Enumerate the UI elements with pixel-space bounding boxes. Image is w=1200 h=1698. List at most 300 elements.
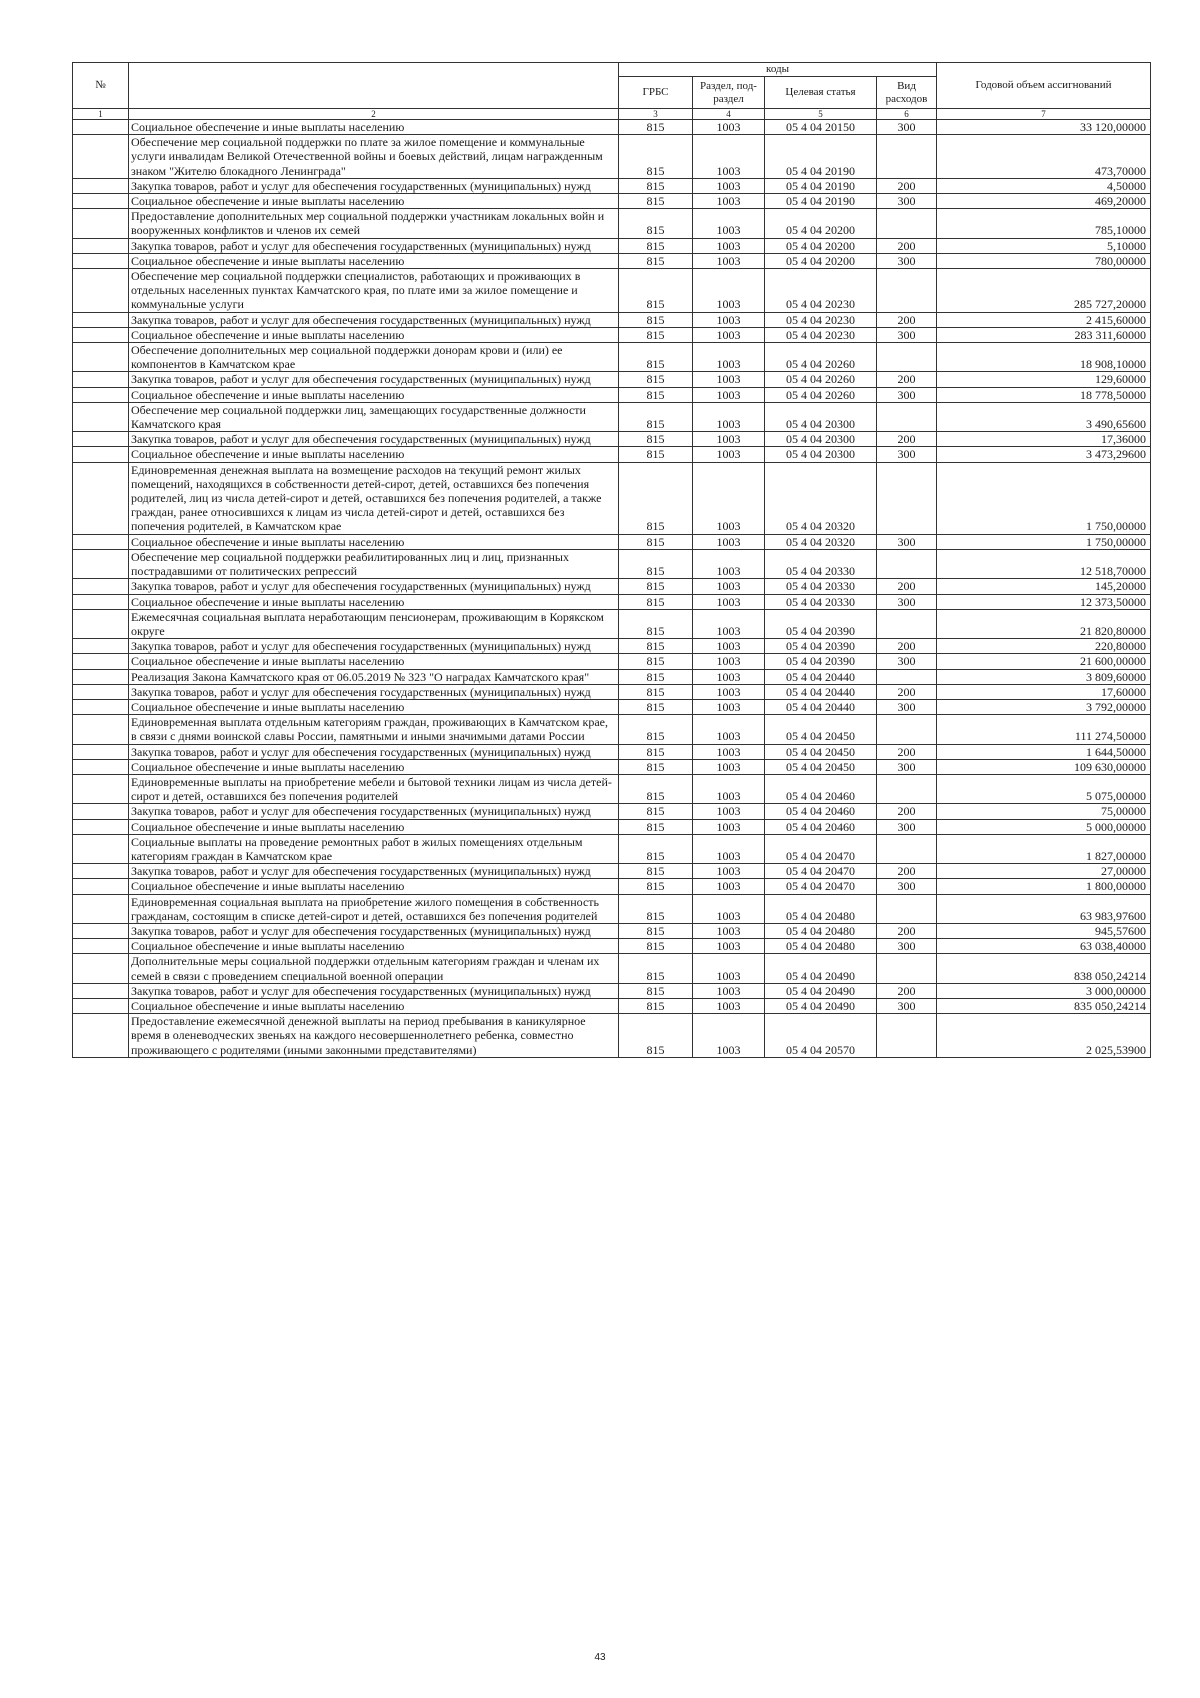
row-name: Единовременная денежная выплата на возмещение расходов на текущий ремонт жилых помещений, находящихся в собственности детей-сирот, детей, оставшихся без попечения родителей, лиц из числа детей-сирот и детей, оставшихся без попечения родителей, а также граждан, ранее относившихся к лицам из числа детей-сирот и детей, оставшихся без попечения родителей, в Камчатском крае bbox=[129, 462, 619, 534]
row-number-cell bbox=[73, 387, 129, 402]
row-grbs: 815 bbox=[619, 834, 693, 863]
row-expense-type bbox=[877, 269, 937, 313]
header-target: Целевая статья bbox=[765, 77, 877, 109]
row-number-cell bbox=[73, 639, 129, 654]
table-row bbox=[73, 774, 1151, 803]
row-number-cell bbox=[73, 209, 129, 238]
row-amount: 12 373,50000 bbox=[937, 594, 1151, 609]
row-number-cell bbox=[73, 238, 129, 253]
table-row bbox=[73, 178, 1151, 193]
row-number-cell bbox=[73, 879, 129, 894]
row-expense-type: 200 bbox=[877, 639, 937, 654]
row-section: 1003 bbox=[693, 699, 765, 714]
row-number-cell bbox=[73, 312, 129, 327]
row-expense-type: 300 bbox=[877, 447, 937, 462]
row-number-cell bbox=[73, 447, 129, 462]
row-section: 1003 bbox=[693, 372, 765, 387]
row-grbs: 815 bbox=[619, 864, 693, 879]
row-grbs: 815 bbox=[619, 343, 693, 372]
table-row bbox=[73, 269, 1151, 313]
row-name: Социальное обеспечение и иные выплаты населению bbox=[129, 534, 619, 549]
row-target: 05 4 04 20330 bbox=[765, 549, 877, 578]
row-target: 05 4 04 20300 bbox=[765, 432, 877, 447]
row-section: 1003 bbox=[693, 402, 765, 431]
row-grbs: 815 bbox=[619, 432, 693, 447]
table-row bbox=[73, 609, 1151, 638]
row-section: 1003 bbox=[693, 669, 765, 684]
row-grbs: 815 bbox=[619, 238, 693, 253]
row-section: 1003 bbox=[693, 120, 765, 135]
row-grbs: 815 bbox=[619, 819, 693, 834]
row-target: 05 4 04 20440 bbox=[765, 684, 877, 699]
row-amount: 3 490,65600 bbox=[937, 402, 1151, 431]
row-target: 05 4 04 20330 bbox=[765, 594, 877, 609]
row-number-cell bbox=[73, 120, 129, 135]
row-target: 05 4 04 20440 bbox=[765, 699, 877, 714]
row-target: 05 4 04 20260 bbox=[765, 387, 877, 402]
row-grbs: 815 bbox=[619, 1014, 693, 1058]
row-section: 1003 bbox=[693, 879, 765, 894]
row-expense-type: 200 bbox=[877, 684, 937, 699]
row-target: 05 4 04 20470 bbox=[765, 864, 877, 879]
row-amount: 285 727,20000 bbox=[937, 269, 1151, 313]
row-section: 1003 bbox=[693, 447, 765, 462]
page-number: 43 bbox=[594, 1652, 606, 1663]
col-number: 1 bbox=[73, 109, 129, 120]
row-expense-type bbox=[877, 209, 937, 238]
row-name: Ежемесячная социальная выплата неработающим пенсионерам, проживающим в Корякском округе bbox=[129, 609, 619, 638]
row-target: 05 4 04 20260 bbox=[765, 372, 877, 387]
row-expense-type: 300 bbox=[877, 998, 937, 1013]
row-expense-type: 200 bbox=[877, 983, 937, 998]
row-amount: 63 038,40000 bbox=[937, 939, 1151, 954]
row-target: 05 4 04 20480 bbox=[765, 939, 877, 954]
row-grbs: 815 bbox=[619, 654, 693, 669]
row-section: 1003 bbox=[693, 954, 765, 983]
row-amount: 3 000,00000 bbox=[937, 983, 1151, 998]
header-codes: коды bbox=[619, 63, 937, 77]
row-grbs: 815 bbox=[619, 120, 693, 135]
row-target: 05 4 04 20300 bbox=[765, 447, 877, 462]
row-grbs: 815 bbox=[619, 462, 693, 534]
row-grbs: 815 bbox=[619, 879, 693, 894]
row-expense-type bbox=[877, 343, 937, 372]
row-name: Социальное обеспечение и иные выплаты населению bbox=[129, 998, 619, 1013]
row-target: 05 4 04 20440 bbox=[765, 669, 877, 684]
row-name: Закупка товаров, работ и услуг для обеспечения государственных (муниципальных) нужд bbox=[129, 744, 619, 759]
row-grbs: 815 bbox=[619, 699, 693, 714]
row-expense-type: 300 bbox=[877, 534, 937, 549]
row-expense-type: 300 bbox=[877, 699, 937, 714]
row-section: 1003 bbox=[693, 178, 765, 193]
row-name: Социальное обеспечение и иные выплаты населению bbox=[129, 699, 619, 714]
row-amount: 63 983,97600 bbox=[937, 894, 1151, 923]
row-target: 05 4 04 20460 bbox=[765, 774, 877, 803]
row-name: Обеспечение мер социальной поддержки лиц, замещающих государственные должности Камчатского края bbox=[129, 402, 619, 431]
row-name: Обеспечение мер социальной поддержки реабилитированных лиц и лиц, признанных пострадавшими от политических репрессий bbox=[129, 549, 619, 578]
row-expense-type: 300 bbox=[877, 879, 937, 894]
row-amount: 473,70000 bbox=[937, 135, 1151, 179]
row-amount: 2 025,53900 bbox=[937, 1014, 1151, 1058]
col-number: 7 bbox=[937, 109, 1151, 120]
table-row bbox=[73, 715, 1151, 744]
row-number-cell bbox=[73, 549, 129, 578]
table-row bbox=[73, 744, 1151, 759]
row-target: 05 4 04 20450 bbox=[765, 759, 877, 774]
row-target: 05 4 04 20490 bbox=[765, 983, 877, 998]
table-row bbox=[73, 819, 1151, 834]
table-row bbox=[73, 939, 1151, 954]
row-amount: 3 792,00000 bbox=[937, 699, 1151, 714]
row-target: 05 4 04 20390 bbox=[765, 609, 877, 638]
row-section: 1003 bbox=[693, 594, 765, 609]
row-expense-type: 300 bbox=[877, 594, 937, 609]
row-grbs: 815 bbox=[619, 372, 693, 387]
row-amount: 3 809,60000 bbox=[937, 669, 1151, 684]
row-target: 05 4 04 20470 bbox=[765, 879, 877, 894]
row-amount: 945,57600 bbox=[937, 923, 1151, 938]
col-number: 2 bbox=[129, 109, 619, 120]
row-name: Социальное обеспечение и иные выплаты населению bbox=[129, 327, 619, 342]
row-number-cell bbox=[73, 432, 129, 447]
row-amount: 838 050,24214 bbox=[937, 954, 1151, 983]
row-section: 1003 bbox=[693, 759, 765, 774]
row-section: 1003 bbox=[693, 834, 765, 863]
row-number-cell bbox=[73, 178, 129, 193]
table-row bbox=[73, 923, 1151, 938]
table-row bbox=[73, 1014, 1151, 1058]
row-name: Закупка товаров, работ и услуг для обеспечения государственных (муниципальных) нужд bbox=[129, 238, 619, 253]
row-section: 1003 bbox=[693, 269, 765, 313]
row-target: 05 4 04 20390 bbox=[765, 654, 877, 669]
row-grbs: 815 bbox=[619, 684, 693, 699]
row-grbs: 815 bbox=[619, 954, 693, 983]
row-amount: 3 473,29600 bbox=[937, 447, 1151, 462]
row-grbs: 815 bbox=[619, 327, 693, 342]
row-grbs: 815 bbox=[619, 894, 693, 923]
table-row bbox=[73, 894, 1151, 923]
row-grbs: 815 bbox=[619, 549, 693, 578]
row-expense-type bbox=[877, 894, 937, 923]
row-grbs: 815 bbox=[619, 135, 693, 179]
row-number-cell bbox=[73, 954, 129, 983]
row-amount: 220,80000 bbox=[937, 639, 1151, 654]
table-row bbox=[73, 135, 1151, 179]
row-name: Социальное обеспечение и иные выплаты населению bbox=[129, 447, 619, 462]
table-row bbox=[73, 699, 1151, 714]
row-name: Социальное обеспечение и иные выплаты населению bbox=[129, 759, 619, 774]
row-grbs: 815 bbox=[619, 594, 693, 609]
row-expense-type bbox=[877, 135, 937, 179]
row-number-cell bbox=[73, 983, 129, 998]
col-number: 4 bbox=[693, 109, 765, 120]
row-name: Предоставление дополнительных мер социальной поддержки участникам локальных войн и вооруженных конфликтов и членов их семей bbox=[129, 209, 619, 238]
row-amount: 129,60000 bbox=[937, 372, 1151, 387]
row-expense-type bbox=[877, 954, 937, 983]
row-name: Закупка товаров, работ и услуг для обеспечения государственных (муниципальных) нужд bbox=[129, 432, 619, 447]
row-amount: 75,00000 bbox=[937, 804, 1151, 819]
row-number-cell bbox=[73, 923, 129, 938]
row-number-cell bbox=[73, 402, 129, 431]
row-number-cell bbox=[73, 609, 129, 638]
row-section: 1003 bbox=[693, 238, 765, 253]
row-amount: 27,00000 bbox=[937, 864, 1151, 879]
table-row bbox=[73, 669, 1151, 684]
row-section: 1003 bbox=[693, 864, 765, 879]
row-grbs: 815 bbox=[619, 209, 693, 238]
row-expense-type: 300 bbox=[877, 939, 937, 954]
row-expense-type: 300 bbox=[877, 253, 937, 268]
row-number-cell bbox=[73, 774, 129, 803]
row-name: Социальное обеспечение и иные выплаты населению bbox=[129, 387, 619, 402]
row-section: 1003 bbox=[693, 939, 765, 954]
row-target: 05 4 04 20190 bbox=[765, 194, 877, 209]
row-name: Обеспечение мер социальной поддержки специалистов, работающих и проживающих в отдельных населенных пунктах Камчатского края, по плате ими за жилое помещение и коммунальные услуги bbox=[129, 269, 619, 313]
row-name: Социальное обеспечение и иные выплаты населению bbox=[129, 879, 619, 894]
row-grbs: 815 bbox=[619, 387, 693, 402]
row-expense-type: 300 bbox=[877, 120, 937, 135]
row-expense-type bbox=[877, 462, 937, 534]
row-name: Закупка товаров, работ и услуг для обеспечения государственных (муниципальных) нужд bbox=[129, 983, 619, 998]
row-expense-type: 300 bbox=[877, 327, 937, 342]
row-target: 05 4 04 20330 bbox=[765, 579, 877, 594]
row-expense-type: 300 bbox=[877, 194, 937, 209]
row-section: 1003 bbox=[693, 579, 765, 594]
table-row bbox=[73, 864, 1151, 879]
table-row bbox=[73, 372, 1151, 387]
row-number-cell bbox=[73, 1014, 129, 1058]
row-name: Единовременная социальная выплата на приобретение жилого помещения в собственность гражданам, состоящим в списке детей-сирот и детей, оставшихся без попечения родителей bbox=[129, 894, 619, 923]
row-number-cell bbox=[73, 864, 129, 879]
row-grbs: 815 bbox=[619, 579, 693, 594]
row-amount: 5,10000 bbox=[937, 238, 1151, 253]
row-section: 1003 bbox=[693, 774, 765, 803]
row-section: 1003 bbox=[693, 194, 765, 209]
budget-table bbox=[72, 62, 1151, 1058]
row-expense-type: 200 bbox=[877, 432, 937, 447]
row-number-cell bbox=[73, 684, 129, 699]
row-number-cell bbox=[73, 343, 129, 372]
row-section: 1003 bbox=[693, 1014, 765, 1058]
row-number-cell bbox=[73, 594, 129, 609]
table-row bbox=[73, 343, 1151, 372]
row-number-cell bbox=[73, 939, 129, 954]
row-grbs: 815 bbox=[619, 269, 693, 313]
row-amount: 780,00000 bbox=[937, 253, 1151, 268]
row-target: 05 4 04 20150 bbox=[765, 120, 877, 135]
table-row bbox=[73, 579, 1151, 594]
row-expense-type: 300 bbox=[877, 387, 937, 402]
row-section: 1003 bbox=[693, 639, 765, 654]
row-number-cell bbox=[73, 894, 129, 923]
row-target: 05 4 04 20460 bbox=[765, 804, 877, 819]
row-number-cell bbox=[73, 819, 129, 834]
row-grbs: 815 bbox=[619, 923, 693, 938]
row-expense-type: 300 bbox=[877, 819, 937, 834]
table-row bbox=[73, 879, 1151, 894]
table-row bbox=[73, 327, 1151, 342]
row-expense-type bbox=[877, 834, 937, 863]
row-target: 05 4 04 20490 bbox=[765, 954, 877, 983]
row-grbs: 815 bbox=[619, 804, 693, 819]
table-row bbox=[73, 834, 1151, 863]
row-grbs: 815 bbox=[619, 715, 693, 744]
row-name: Социальное обеспечение и иные выплаты населению bbox=[129, 939, 619, 954]
row-name: Закупка товаров, работ и услуг для обеспечения государственных (муниципальных) нужд bbox=[129, 178, 619, 193]
row-amount: 21 820,80000 bbox=[937, 609, 1151, 638]
table-row bbox=[73, 253, 1151, 268]
row-target: 05 4 04 20390 bbox=[765, 639, 877, 654]
row-grbs: 815 bbox=[619, 312, 693, 327]
row-name: Социальное обеспечение и иные выплаты населению bbox=[129, 654, 619, 669]
row-section: 1003 bbox=[693, 998, 765, 1013]
row-section: 1003 bbox=[693, 983, 765, 998]
row-amount: 109 630,00000 bbox=[937, 759, 1151, 774]
table-row bbox=[73, 759, 1151, 774]
row-expense-type: 300 bbox=[877, 654, 937, 669]
row-expense-type: 200 bbox=[877, 744, 937, 759]
row-name: Дополнительные меры социальной поддержки отдельным категориям граждан и членам их семей в связи с проведением специальной военной операции bbox=[129, 954, 619, 983]
row-expense-type bbox=[877, 609, 937, 638]
row-section: 1003 bbox=[693, 744, 765, 759]
row-target: 05 4 04 20480 bbox=[765, 894, 877, 923]
row-expense-type: 200 bbox=[877, 372, 937, 387]
row-number-cell bbox=[73, 194, 129, 209]
table-row bbox=[73, 209, 1151, 238]
row-target: 05 4 04 20320 bbox=[765, 534, 877, 549]
row-grbs: 815 bbox=[619, 774, 693, 803]
row-target: 05 4 04 20200 bbox=[765, 209, 877, 238]
row-section: 1003 bbox=[693, 923, 765, 938]
row-grbs: 815 bbox=[619, 639, 693, 654]
table-row bbox=[73, 998, 1151, 1013]
row-section: 1003 bbox=[693, 387, 765, 402]
row-number-cell bbox=[73, 135, 129, 179]
row-amount: 1 750,00000 bbox=[937, 462, 1151, 534]
row-grbs: 815 bbox=[619, 447, 693, 462]
header-name bbox=[129, 63, 619, 109]
row-name: Закупка товаров, работ и услуг для обеспечения государственных (муниципальных) нужд bbox=[129, 312, 619, 327]
row-number-cell bbox=[73, 462, 129, 534]
row-target: 05 4 04 20200 bbox=[765, 253, 877, 268]
row-name: Закупка товаров, работ и услуг для обеспечения государственных (муниципальных) нужд bbox=[129, 923, 619, 938]
col-number: 3 bbox=[619, 109, 693, 120]
row-amount: 1 827,00000 bbox=[937, 834, 1151, 863]
row-section: 1003 bbox=[693, 135, 765, 179]
row-amount: 1 750,00000 bbox=[937, 534, 1151, 549]
row-number-cell bbox=[73, 998, 129, 1013]
row-grbs: 815 bbox=[619, 253, 693, 268]
table-row bbox=[73, 194, 1151, 209]
table-row bbox=[73, 387, 1151, 402]
table-row bbox=[73, 312, 1151, 327]
row-number-cell bbox=[73, 669, 129, 684]
row-grbs: 815 bbox=[619, 178, 693, 193]
row-section: 1003 bbox=[693, 715, 765, 744]
row-expense-type: 200 bbox=[877, 178, 937, 193]
table-row bbox=[73, 594, 1151, 609]
row-target: 05 4 04 20460 bbox=[765, 819, 877, 834]
row-expense-type: 200 bbox=[877, 804, 937, 819]
row-grbs: 815 bbox=[619, 402, 693, 431]
row-amount: 145,20000 bbox=[937, 579, 1151, 594]
row-number-cell bbox=[73, 834, 129, 863]
row-name: Закупка товаров, работ и услуг для обеспечения государственных (муниципальных) нужд bbox=[129, 864, 619, 879]
table-row bbox=[73, 238, 1151, 253]
header-section: Раздел, под-раздел bbox=[693, 77, 765, 109]
row-name: Закупка товаров, работ и услуг для обеспечения государственных (муниципальных) нужд bbox=[129, 639, 619, 654]
table-row bbox=[73, 432, 1151, 447]
row-amount: 18 908,10000 bbox=[937, 343, 1151, 372]
row-amount: 1 800,00000 bbox=[937, 879, 1151, 894]
row-grbs: 815 bbox=[619, 759, 693, 774]
row-expense-type: 200 bbox=[877, 579, 937, 594]
table-row bbox=[73, 684, 1151, 699]
table-row bbox=[73, 983, 1151, 998]
row-name: Реализация Закона Камчатского края от 06.05.2019 № 323 "О наградах Камчатского края" bbox=[129, 669, 619, 684]
row-amount: 5 000,00000 bbox=[937, 819, 1151, 834]
row-target: 05 4 04 20230 bbox=[765, 312, 877, 327]
row-amount: 12 518,70000 bbox=[937, 549, 1151, 578]
row-section: 1003 bbox=[693, 327, 765, 342]
row-amount: 18 778,50000 bbox=[937, 387, 1151, 402]
row-number-cell bbox=[73, 327, 129, 342]
row-target: 05 4 04 20200 bbox=[765, 238, 877, 253]
row-name: Закупка товаров, работ и услуг для обеспечения государственных (муниципальных) нужд bbox=[129, 372, 619, 387]
row-target: 05 4 04 20450 bbox=[765, 744, 877, 759]
row-number-cell bbox=[73, 372, 129, 387]
row-grbs: 815 bbox=[619, 983, 693, 998]
row-amount: 111 274,50000 bbox=[937, 715, 1151, 744]
row-number-cell bbox=[73, 759, 129, 774]
table-row bbox=[73, 804, 1151, 819]
row-expense-type: 200 bbox=[877, 312, 937, 327]
row-section: 1003 bbox=[693, 549, 765, 578]
row-section: 1003 bbox=[693, 684, 765, 699]
row-grbs: 815 bbox=[619, 534, 693, 549]
row-name: Единовременная выплата отдельным категориям граждан, проживающих в Камчатском крае, в связи с днями воинской славы России, памятными и иными значимыми датами России bbox=[129, 715, 619, 744]
row-name: Закупка товаров, работ и услуг для обеспечения государственных (муниципальных) нужд bbox=[129, 684, 619, 699]
col-number: 6 bbox=[877, 109, 937, 120]
row-name: Социальное обеспечение и иные выплаты населению bbox=[129, 253, 619, 268]
row-target: 05 4 04 20190 bbox=[765, 178, 877, 193]
row-amount: 2 415,60000 bbox=[937, 312, 1151, 327]
row-amount: 1 644,50000 bbox=[937, 744, 1151, 759]
row-expense-type bbox=[877, 1014, 937, 1058]
table-row bbox=[73, 447, 1151, 462]
row-amount: 785,10000 bbox=[937, 209, 1151, 238]
row-name: Социальное обеспечение и иные выплаты населению bbox=[129, 819, 619, 834]
row-grbs: 815 bbox=[619, 194, 693, 209]
row-expense-type bbox=[877, 549, 937, 578]
row-number-cell bbox=[73, 534, 129, 549]
row-grbs: 815 bbox=[619, 669, 693, 684]
header-expense-type: Вид расходов bbox=[877, 77, 937, 109]
row-section: 1003 bbox=[693, 819, 765, 834]
row-name: Социальное обеспечение и иные выплаты населению bbox=[129, 120, 619, 135]
row-number-cell bbox=[73, 744, 129, 759]
row-name: Закупка товаров, работ и услуг для обеспечения государственных (муниципальных) нужд bbox=[129, 579, 619, 594]
table-row bbox=[73, 954, 1151, 983]
row-section: 1003 bbox=[693, 209, 765, 238]
row-name: Обеспечение дополнительных мер социальной поддержки донорам крови и (или) ее компонентов в Камчатском крае bbox=[129, 343, 619, 372]
row-amount: 17,36000 bbox=[937, 432, 1151, 447]
row-expense-type: 200 bbox=[877, 864, 937, 879]
table-row bbox=[73, 534, 1151, 549]
row-expense-type bbox=[877, 402, 937, 431]
row-target: 05 4 04 20450 bbox=[765, 715, 877, 744]
row-expense-type bbox=[877, 669, 937, 684]
